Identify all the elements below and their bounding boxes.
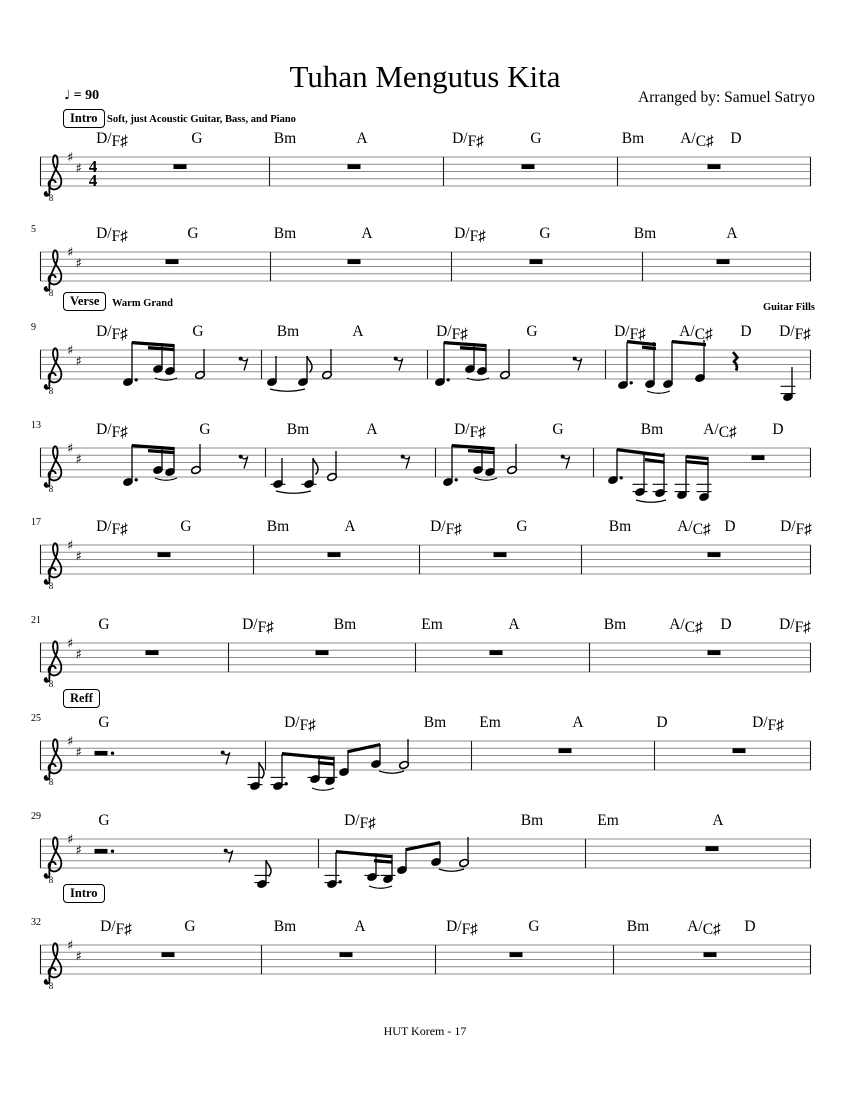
whole-rest — [162, 952, 175, 957]
whole-rest — [717, 259, 730, 264]
measure-number: 29 — [31, 811, 41, 822]
staff-system — [40, 232, 820, 312]
chord-symbol: A — [354, 918, 366, 935]
augmentation-dot — [630, 381, 633, 384]
whole-rest — [510, 952, 523, 957]
chord-symbol: A/C♯ — [703, 421, 737, 441]
page-title: Tuhan Mengutus Kita — [289, 58, 561, 94]
beam — [686, 460, 708, 465]
half-notehead — [507, 465, 518, 474]
augmentation-dot — [135, 378, 138, 381]
tie — [439, 869, 464, 871]
chord-symbol: Bm — [273, 225, 297, 242]
chord-symbol: D — [772, 421, 784, 438]
tie — [475, 478, 497, 480]
whole-rest — [522, 164, 535, 169]
chord-symbol: Bm — [621, 130, 645, 147]
key-signature-sharp-icon: ♯ — [75, 549, 82, 565]
chord-symbol: D — [740, 323, 752, 340]
whole-rest — [530, 259, 543, 264]
treble-clef-8-icon — [44, 250, 61, 291]
key-signature-sharp-icon: ♯ — [75, 745, 82, 761]
chord-symbol: Bm — [276, 323, 300, 340]
chord-symbol: D — [724, 518, 736, 535]
chord-symbol: Bm — [273, 130, 297, 147]
beam — [686, 455, 708, 460]
chord-symbol: G — [184, 918, 196, 935]
clef-octave-8: 8 — [48, 386, 54, 396]
whole-rest — [708, 164, 721, 169]
chord-symbol: Em — [597, 812, 619, 829]
chord-symbol: Bm — [603, 616, 627, 633]
whole-rest — [174, 164, 187, 169]
measure-number: 9 — [31, 322, 36, 333]
key-signature-sharp-icon: ♯ — [75, 843, 82, 859]
chord-symbol: A — [572, 714, 584, 731]
whole-rest — [559, 748, 572, 753]
measure-number: 25 — [31, 713, 41, 724]
key-signature-sharp-icon: ♯ — [67, 441, 74, 457]
chord-symbol: D/F♯ — [452, 130, 484, 150]
chord-symbol: A — [726, 225, 738, 242]
section-label: Verse — [63, 292, 106, 311]
whole-rest — [708, 650, 721, 655]
chord-symbol: G — [528, 918, 540, 935]
half-notehead — [399, 760, 410, 769]
measure-number: 5 — [31, 224, 36, 235]
measure-number: 17 — [31, 517, 41, 528]
key-signature-sharp-icon: ♯ — [67, 734, 74, 750]
chord-symbol: A — [508, 616, 520, 633]
key-signature-sharp-icon: ♯ — [75, 949, 82, 965]
chord-symbol: D/F♯ — [454, 225, 486, 245]
augmentation-dot — [447, 378, 450, 381]
chord-symbol: Bm — [266, 518, 290, 535]
treble-clef-8-icon — [44, 739, 61, 780]
beam — [318, 761, 334, 766]
tie — [155, 478, 177, 480]
chord-symbol: Bm — [286, 421, 310, 438]
chord-symbol: D/F♯ — [96, 518, 128, 538]
clef-octave-8: 8 — [48, 484, 54, 494]
eighth-rest — [573, 357, 582, 371]
chord-symbol: G — [187, 225, 199, 242]
chord-symbol: D/F♯ — [344, 812, 376, 832]
chord-symbol: D/F♯ — [96, 421, 128, 441]
chord-symbol: A/C♯ — [669, 616, 703, 636]
chord-symbol: A — [352, 323, 364, 340]
performance-note: Guitar Fills — [762, 302, 815, 313]
chord-symbol: Bm — [608, 518, 632, 535]
whole-rest — [316, 650, 329, 655]
chord-symbol: A — [361, 225, 373, 242]
chord-symbol: Bm — [626, 918, 650, 935]
treble-clef-8-icon — [44, 348, 61, 389]
chord-symbol: G — [539, 225, 551, 242]
time-signature-bottom: 4 — [88, 171, 98, 191]
chord-symbol: D/F♯ — [242, 616, 274, 636]
key-signature-sharp-icon: ♯ — [67, 245, 74, 261]
clef-octave-8: 8 — [48, 193, 54, 203]
clef-octave-8: 8 — [48, 981, 54, 991]
augmentation-dot — [135, 478, 138, 481]
key-signature-sharp-icon: ♯ — [75, 647, 82, 663]
section-label: Reff — [63, 689, 100, 708]
whole-rest — [146, 650, 159, 655]
chord-symbol: Bm — [273, 918, 297, 935]
half-rest — [95, 849, 108, 854]
whole-rest — [733, 748, 746, 753]
whole-rest — [166, 259, 179, 264]
eighth-rest — [394, 357, 403, 371]
clef-octave-8: 8 — [48, 777, 54, 787]
eighth-rest — [401, 455, 410, 469]
tie — [647, 391, 670, 393]
chord-symbol: G — [98, 616, 110, 633]
quarter-rest — [733, 352, 738, 371]
quarter-note-icon: ♩ — [64, 88, 71, 103]
time-signature-top: 4 — [88, 156, 98, 176]
chord-symbol: A/C♯ — [679, 323, 713, 343]
chord-symbol: D/F♯ — [436, 323, 468, 343]
whole-rest — [494, 552, 507, 557]
whole-rest — [348, 164, 361, 169]
chord-symbol: D/F♯ — [614, 323, 646, 343]
clef-octave-8: 8 — [48, 288, 54, 298]
chord-symbol: D — [744, 918, 756, 935]
chord-symbol: G — [199, 421, 211, 438]
key-signature-sharp-icon: ♯ — [67, 343, 74, 359]
staff-system — [40, 721, 820, 801]
chord-symbol: G — [192, 323, 204, 340]
beam — [132, 444, 174, 450]
whole-rest — [752, 455, 765, 460]
measure-number: 21 — [31, 615, 41, 626]
arranger-credit: Arranged by: Samuel Satryo — [638, 89, 815, 106]
whole-rest — [490, 650, 503, 655]
treble-clef-8-icon — [44, 837, 61, 878]
beam — [282, 752, 334, 760]
chord-symbol: A/C♯ — [687, 918, 721, 938]
whole-rest — [708, 552, 721, 557]
chord-symbol: A/C♯ — [680, 130, 714, 150]
section-label: Intro — [63, 884, 105, 903]
tie — [270, 389, 305, 391]
measure-number: 13 — [31, 420, 41, 431]
augmentation-dot — [455, 478, 458, 481]
clef-octave-8: 8 — [48, 679, 54, 689]
tie — [636, 500, 666, 502]
chord-symbol: D/F♯ — [779, 616, 811, 636]
performance-note: Soft, just Acoustic Guitar, Bass, and Piano — [107, 114, 296, 125]
chord-symbol: D/F♯ — [430, 518, 462, 538]
half-rest — [95, 751, 108, 756]
key-signature-sharp-icon: ♯ — [67, 636, 74, 652]
chord-symbol: D/F♯ — [446, 918, 478, 938]
augmentation-dot — [111, 850, 114, 853]
chord-symbol: A — [344, 518, 356, 535]
beam — [617, 448, 664, 457]
chord-symbol: D/F♯ — [454, 421, 486, 441]
beam — [132, 341, 174, 347]
augmentation-dot — [111, 752, 114, 755]
chord-symbol: D/F♯ — [780, 518, 812, 538]
chord-symbol: Em — [479, 714, 501, 731]
half-notehead — [191, 465, 202, 474]
whole-rest — [158, 552, 171, 557]
chord-symbol: G — [98, 714, 110, 731]
chord-symbol: G — [516, 518, 528, 535]
tie — [369, 886, 392, 888]
beam — [374, 859, 392, 864]
half-notehead — [459, 858, 470, 867]
eighth-rest — [239, 455, 248, 469]
chord-symbol: D/F♯ — [752, 714, 784, 734]
chord-symbol: G — [98, 812, 110, 829]
chord-symbol: D/F♯ — [96, 225, 128, 245]
treble-clef-8-icon — [44, 155, 61, 196]
eighth-rest — [239, 357, 248, 371]
chord-symbol: A — [356, 130, 368, 147]
chord-symbol: D/F♯ — [100, 918, 132, 938]
whole-rest — [328, 552, 341, 557]
chord-symbol: Bm — [640, 421, 664, 438]
chord-symbol: A/C♯ — [677, 518, 711, 538]
staff-system — [40, 428, 820, 508]
treble-clef-8-icon — [44, 446, 61, 487]
chord-symbol: D — [730, 130, 742, 147]
tempo-value: = 90 — [73, 88, 100, 103]
chord-symbol: G — [526, 323, 538, 340]
measure-number: 32 — [31, 917, 41, 928]
key-signature-sharp-icon: ♯ — [67, 938, 74, 954]
chord-symbol: Bm — [633, 225, 657, 242]
chord-symbol: Bm — [333, 616, 357, 633]
section-label: Intro — [63, 109, 105, 128]
key-signature-sharp-icon: ♯ — [67, 538, 74, 554]
chord-symbol: G — [552, 421, 564, 438]
half-notehead — [327, 472, 338, 481]
chord-symbol: D/F♯ — [96, 130, 128, 150]
key-signature-sharp-icon: ♯ — [67, 150, 74, 166]
chord-symbol: D/F♯ — [779, 323, 811, 343]
clef-octave-8: 8 — [48, 875, 54, 885]
treble-clef-8-icon — [44, 543, 61, 584]
chord-symbol: G — [180, 518, 192, 535]
tie — [276, 491, 311, 493]
staff-system — [40, 819, 820, 899]
chord-symbol: D — [720, 616, 732, 633]
whole-rest — [704, 952, 717, 957]
chord-symbol: G — [530, 130, 542, 147]
key-signature-sharp-icon: ♯ — [67, 832, 74, 848]
key-signature-sharp-icon: ♯ — [75, 354, 82, 370]
eighth-rest — [561, 455, 570, 469]
chord-symbol: D — [656, 714, 668, 731]
chord-symbol: Em — [421, 616, 443, 633]
beam — [336, 850, 392, 858]
chord-symbol: A — [712, 812, 724, 829]
augmentation-dot — [620, 476, 623, 479]
key-signature-sharp-icon: ♯ — [75, 256, 82, 272]
tie — [312, 788, 334, 790]
key-signature-sharp-icon: ♯ — [75, 452, 82, 468]
performance-note: Warm Grand — [112, 298, 173, 309]
whole-rest — [340, 952, 353, 957]
chord-symbol: A — [366, 421, 378, 438]
tempo-marking — [64, 88, 99, 104]
chord-symbol: Bm — [423, 714, 447, 731]
key-signature-sharp-icon: ♯ — [75, 161, 82, 177]
whole-rest — [706, 846, 719, 851]
chord-symbol: D/F♯ — [96, 323, 128, 343]
chord-symbol: Bm — [520, 812, 544, 829]
chord-symbol: D/F♯ — [284, 714, 316, 734]
treble-clef-8-icon — [44, 641, 61, 682]
footer-text: HUT Korem - 17 — [383, 1024, 467, 1038]
beam — [452, 444, 494, 450]
clef-octave-8: 8 — [48, 581, 54, 591]
tie — [379, 771, 404, 773]
whole-rest — [348, 259, 361, 264]
treble-clef-8-icon — [44, 943, 61, 984]
eighth-flag — [313, 458, 318, 475]
chord-symbol: G — [191, 130, 203, 147]
